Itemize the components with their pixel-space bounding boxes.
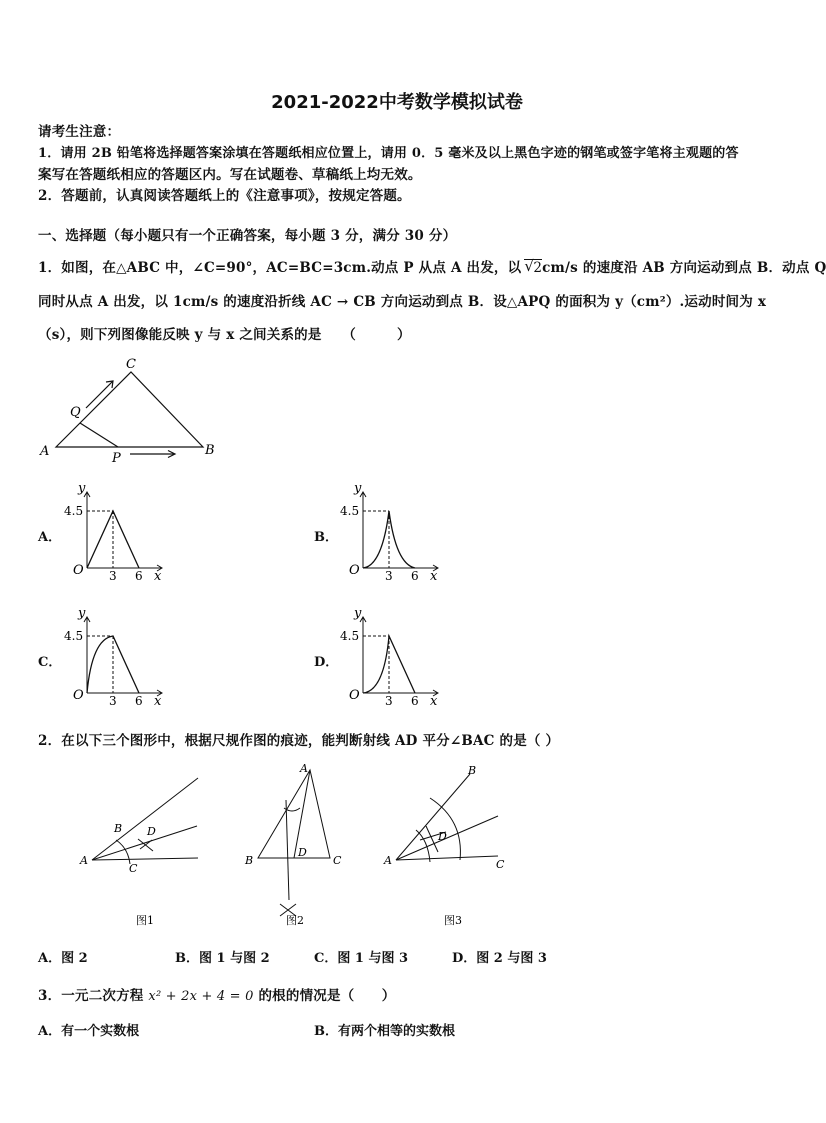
tick-x2: 6 xyxy=(135,569,143,583)
q1-triangle-figure xyxy=(38,352,228,467)
ray-ab xyxy=(396,774,470,860)
cross-mark-icon xyxy=(138,839,153,851)
sqrt-radical-icon: √ xyxy=(524,257,535,275)
origin-label: O xyxy=(349,563,360,578)
curve-c xyxy=(87,636,139,693)
q1-line-3: （s），则下列图像能反映 y 与 x 之间关系的是 （ ） xyxy=(38,327,411,343)
sqrt-symbol xyxy=(524,259,542,276)
q2-figure-3 xyxy=(380,760,515,930)
notice-line-2: 2．答题前，认真阅读答题纸上的《注意事项》，按规定答题。 xyxy=(38,188,411,204)
tick-x1: 3 xyxy=(109,569,117,583)
ray-ac xyxy=(92,858,198,860)
label-c: C xyxy=(496,858,505,871)
q1-line-2: 同时从点 A 出发，以 1cm/s 的速度沿折线 AC → CB 方向运动到点 B．设△APQ 的面积为 y（cm²）.运动时间为 x xyxy=(38,294,767,310)
q1-option-d-label: D． xyxy=(314,655,339,670)
figure-3-caption: 图3 xyxy=(444,914,462,927)
label-d: D xyxy=(147,825,156,838)
curve-d xyxy=(363,636,415,693)
tick-x1: 3 xyxy=(385,569,393,583)
curve-a xyxy=(87,511,139,568)
tick-ymax: 4.5 xyxy=(64,629,84,643)
ray-ad xyxy=(396,816,498,860)
triangle-abc xyxy=(258,770,330,858)
section-heading: 一、选择题（每小题只有一个正确答案，每小题 3 分，满分 30 分） xyxy=(38,228,457,244)
q3-option-b: B．有两个相等的实数根 xyxy=(314,1024,455,1039)
q1-line-1-pre: 1．如图，在△ABC 中，∠C=90°，AC=BC=3cm.动点 P 从点 A 出发，以 xyxy=(38,260,522,276)
axis-y-label: y xyxy=(354,481,362,496)
tick-ymax: 4.5 xyxy=(340,629,360,643)
figure-1-caption: 图1 xyxy=(136,914,154,927)
q1-option-b-label: B． xyxy=(314,530,338,545)
q3-equation: x² + 2x + 4 = 0 xyxy=(148,989,254,1004)
q1-option-a-graph xyxy=(58,478,173,583)
q2-option-d: D．图 2 与图 3 xyxy=(452,951,547,966)
origin-label: O xyxy=(349,688,360,703)
label-b: B xyxy=(245,854,254,867)
axis-x-label: x xyxy=(430,569,438,584)
segment-pq xyxy=(80,423,118,447)
label-a: A xyxy=(300,762,308,775)
q1-option-a-label: A． xyxy=(38,530,62,545)
label-a: A xyxy=(80,854,88,867)
q3-stem xyxy=(38,984,395,1004)
q2-option-b: B．图 1 与图 2 xyxy=(175,951,270,966)
q3-option-a: A．有一个实数根 xyxy=(38,1024,140,1039)
perpendicular-line xyxy=(286,800,289,900)
q3-stem-pre: 3．一元二次方程 xyxy=(38,988,144,1004)
axis-y-label: y xyxy=(78,481,86,496)
label-p: P xyxy=(112,451,121,466)
q3-stem-post: 的根的情况是（ ） xyxy=(258,988,396,1004)
q1-line-1 xyxy=(38,256,826,276)
origin-label: O xyxy=(73,688,84,703)
notice-line-1a: 1．请用 2B 铅笔将选择题答案涂填在答题纸相应位置上，请用 0．5 毫米及以上黑色字迹的钢笔或签字笔将主观题的答 xyxy=(38,146,739,161)
tick-x2: 6 xyxy=(135,694,143,708)
q2-option-c: C．图 1 与图 3 xyxy=(314,951,409,966)
q1-line-1-post: cm/s 的速度沿 AB 方向运动到点 B．动点 Q xyxy=(542,260,826,276)
q1-option-d-graph xyxy=(334,603,449,708)
ray-ac xyxy=(396,856,498,860)
notice-heading: 请考生注意： xyxy=(38,124,121,140)
q2-stem: 2．在以下三个图形中，根据尺规作图的痕迹，能判断射线 AD 平分∠BAC 的是（ ） xyxy=(38,733,560,749)
label-b: B xyxy=(468,764,477,777)
label-c: C xyxy=(126,357,136,372)
label-b: B xyxy=(114,822,123,835)
label-c: C xyxy=(129,862,138,875)
tick-x2: 6 xyxy=(411,694,419,708)
axis-x-label: x xyxy=(154,569,162,584)
tick-x2: 6 xyxy=(411,569,419,583)
label-b: B xyxy=(205,443,215,458)
label-d: D xyxy=(438,830,447,843)
q1-option-c-label: C． xyxy=(38,655,62,670)
q2-figure-1 xyxy=(80,760,210,930)
ray-ab xyxy=(92,778,198,860)
tick-x1: 3 xyxy=(109,694,117,708)
tick-ymax: 4.5 xyxy=(340,504,360,518)
q2-figure-2 xyxy=(240,760,370,930)
label-d: D xyxy=(298,846,307,859)
page-title: 2021-2022中考数学模拟试卷 xyxy=(271,92,523,113)
sqrt-value: 2 xyxy=(533,260,543,276)
q1-option-c-graph xyxy=(58,603,173,708)
arc-outer xyxy=(430,798,460,860)
q2-option-a: A．图 2 xyxy=(38,951,88,966)
notice-line-1b: 案写在答题纸相应的答题区内。写在试题卷、草稿纸上均无效。 xyxy=(38,167,422,183)
label-a: A xyxy=(40,444,50,459)
q1-option-b-graph xyxy=(334,478,449,583)
label-c: C xyxy=(333,854,342,867)
tick-ymax: 4.5 xyxy=(64,504,84,518)
axis-y-label: y xyxy=(78,606,86,621)
tick-x1: 3 xyxy=(385,694,393,708)
label-q: Q xyxy=(70,405,81,420)
axis-x-label: x xyxy=(154,694,162,709)
axis-x-label: x xyxy=(430,694,438,709)
label-a: A xyxy=(384,854,392,867)
ray-ad xyxy=(92,826,197,860)
curve-b xyxy=(363,511,415,568)
axis-y-label: y xyxy=(354,606,362,621)
origin-label: O xyxy=(73,563,84,578)
figure-2-caption: 图2 xyxy=(286,914,304,927)
